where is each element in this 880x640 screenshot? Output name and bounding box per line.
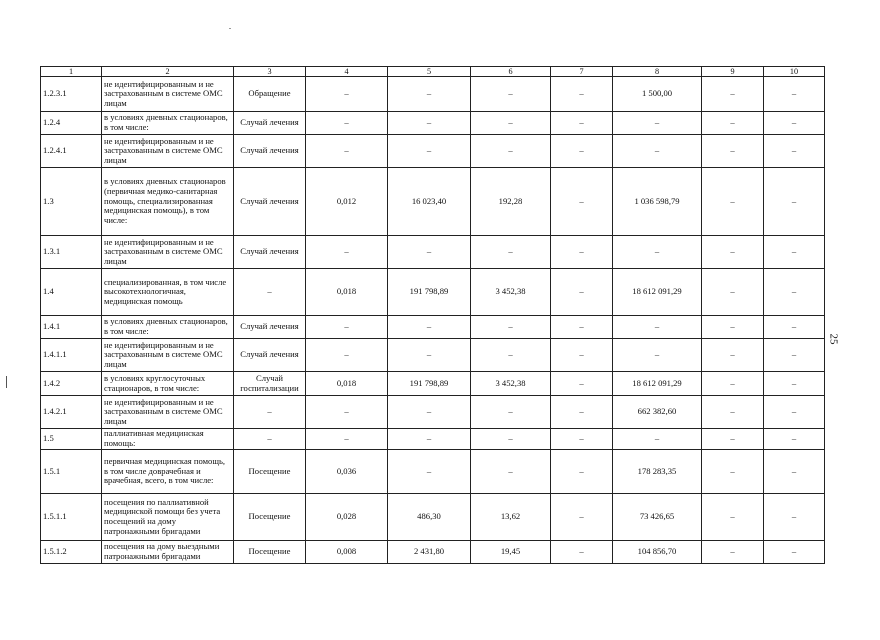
value-cell: 0,036 (306, 450, 388, 494)
value-cell: – (551, 372, 613, 396)
unit-cell: Посещение (234, 494, 306, 541)
value-cell: – (613, 429, 702, 450)
row-description: не идентифицированным и не застрахованным в системе ОМС лицам (102, 396, 234, 429)
unit-cell: Случай лечения (234, 112, 306, 135)
row-description: в условиях дневных стационаров (первичная медико-санитарная помощь, специализированная медицинская помощь), в том числе: (102, 168, 234, 236)
row-code: 1.4.1 (41, 316, 102, 339)
value-cell: – (702, 269, 764, 316)
value-cell: – (702, 77, 764, 112)
value-cell: 0,028 (306, 494, 388, 541)
column-header: 3 (234, 67, 306, 77)
value-cell: 73 426,65 (613, 494, 702, 541)
value-cell: – (764, 112, 825, 135)
value-cell: 191 798,89 (388, 269, 471, 316)
column-header: 4 (306, 67, 388, 77)
row-description: не идентифицированным и не застрахованным в системе ОМС лицам (102, 77, 234, 112)
value-cell: – (471, 236, 551, 269)
value-cell: – (702, 429, 764, 450)
value-cell: – (764, 168, 825, 236)
value-cell: – (702, 112, 764, 135)
column-header: 5 (388, 67, 471, 77)
table-row (41, 77, 825, 112)
table-row (41, 135, 825, 168)
unit-cell: – (234, 396, 306, 429)
row-description: в условиях круглосуточных стационаров, в том числе: (102, 372, 234, 396)
value-cell: – (764, 135, 825, 168)
value-cell: – (613, 112, 702, 135)
value-cell: – (471, 339, 551, 372)
value-cell: 0,018 (306, 372, 388, 396)
row-description: паллиативная медицинская помощь: (102, 429, 234, 450)
value-cell: 662 382,60 (613, 396, 702, 429)
value-cell: – (551, 236, 613, 269)
value-cell: 104 856,70 (613, 541, 702, 564)
row-description: не идентифицированным и не застрахованным в системе ОМС лицам (102, 236, 234, 269)
row-description: посещения по паллиативной медицинской помощи без учета посещений на дому патронажными бригадами (102, 494, 234, 541)
value-cell: – (764, 541, 825, 564)
unit-cell: Случай лечения (234, 316, 306, 339)
value-cell: – (551, 429, 613, 450)
value-cell: – (764, 396, 825, 429)
column-header: 9 (702, 67, 764, 77)
unit-cell: Случай госпитализации (234, 372, 306, 396)
value-cell: – (702, 494, 764, 541)
value-cell: – (388, 450, 471, 494)
column-header: 6 (471, 67, 551, 77)
row-code: 1.3 (41, 168, 102, 236)
value-cell: – (702, 236, 764, 269)
scan-artifact (229, 28, 231, 29)
table-row (41, 236, 825, 269)
value-cell: – (471, 112, 551, 135)
unit-cell: Случай лечения (234, 135, 306, 168)
unit-cell: Обращение (234, 77, 306, 112)
table-row (41, 541, 825, 564)
page-number: 25 (827, 333, 840, 345)
table-row (41, 450, 825, 494)
value-cell: – (388, 429, 471, 450)
table-header-row (41, 67, 825, 77)
value-cell: – (702, 339, 764, 372)
value-cell: – (702, 372, 764, 396)
value-cell: – (702, 316, 764, 339)
row-code: 1.4 (41, 269, 102, 316)
table-row (41, 168, 825, 236)
value-cell: – (388, 339, 471, 372)
row-code: 1.5.1.1 (41, 494, 102, 541)
table-row (41, 112, 825, 135)
unit-cell: Случай лечения (234, 236, 306, 269)
value-cell: – (764, 494, 825, 541)
value-cell: 1 036 598,79 (613, 168, 702, 236)
value-cell: – (471, 450, 551, 494)
value-cell: 0,018 (306, 269, 388, 316)
value-cell: – (764, 450, 825, 494)
unit-cell: – (234, 429, 306, 450)
value-cell: – (306, 316, 388, 339)
value-cell: – (551, 112, 613, 135)
value-cell: 19,45 (471, 541, 551, 564)
row-code: 1.5.1.2 (41, 541, 102, 564)
unit-cell: Посещение (234, 541, 306, 564)
value-cell: – (471, 77, 551, 112)
value-cell: – (551, 168, 613, 236)
row-code: 1.5 (41, 429, 102, 450)
value-cell: – (613, 135, 702, 168)
value-cell: 178 283,35 (613, 450, 702, 494)
row-description: в условиях дневных стационаров, в том числе: (102, 316, 234, 339)
column-header: 7 (551, 67, 613, 77)
value-cell: – (764, 429, 825, 450)
value-cell: 3 452,38 (471, 372, 551, 396)
unit-cell: Случай лечения (234, 339, 306, 372)
table-row (41, 269, 825, 316)
value-cell: – (388, 112, 471, 135)
value-cell: – (551, 135, 613, 168)
value-cell: 191 798,89 (388, 372, 471, 396)
table-row (41, 396, 825, 429)
row-description: не идентифицированным и не застрахованным в системе ОМС лицам (102, 339, 234, 372)
unit-cell: – (234, 269, 306, 316)
value-cell: – (551, 269, 613, 316)
value-cell: 0,008 (306, 541, 388, 564)
value-cell: – (764, 77, 825, 112)
row-description: в условиях дневных стационаров, в том числе: (102, 112, 234, 135)
value-cell: 16 023,40 (388, 168, 471, 236)
value-cell: 1 500,00 (613, 77, 702, 112)
value-cell: – (551, 77, 613, 112)
value-cell: – (702, 541, 764, 564)
value-cell: – (702, 168, 764, 236)
value-cell: – (551, 450, 613, 494)
value-cell: 2 431,80 (388, 541, 471, 564)
row-description: первичная медицинская помощь, в том числе доврачебная и врачебная, всего, в том числе: (102, 450, 234, 494)
value-cell: 13,62 (471, 494, 551, 541)
table-row (41, 339, 825, 372)
value-cell: – (551, 541, 613, 564)
value-cell: – (551, 396, 613, 429)
value-cell: 486,30 (388, 494, 471, 541)
value-cell: – (551, 494, 613, 541)
value-cell: – (471, 316, 551, 339)
value-cell: – (551, 339, 613, 372)
value-cell: – (471, 135, 551, 168)
value-cell: – (306, 339, 388, 372)
data-table (40, 66, 825, 564)
table-row (41, 316, 825, 339)
value-cell: 192,28 (471, 168, 551, 236)
value-cell: – (702, 450, 764, 494)
value-cell: – (388, 135, 471, 168)
value-cell: – (764, 316, 825, 339)
value-cell: – (306, 135, 388, 168)
value-cell: – (764, 269, 825, 316)
value-cell: – (764, 236, 825, 269)
value-cell: – (764, 372, 825, 396)
unit-cell: Случай лечения (234, 168, 306, 236)
value-cell: – (306, 396, 388, 429)
column-header: 10 (764, 67, 825, 77)
row-code: 1.4.2.1 (41, 396, 102, 429)
value-cell: 3 452,38 (471, 269, 551, 316)
row-description: специализированная, в том числе высокотехнологичная, медицинская помощь (102, 269, 234, 316)
value-cell: 18 612 091,29 (613, 269, 702, 316)
value-cell: 0,012 (306, 168, 388, 236)
value-cell: – (702, 135, 764, 168)
value-cell: – (388, 236, 471, 269)
row-code: 1.4.1.1 (41, 339, 102, 372)
row-code: 1.2.4 (41, 112, 102, 135)
value-cell: – (306, 236, 388, 269)
column-header: 8 (613, 67, 702, 77)
table-row (41, 494, 825, 541)
column-header: 1 (41, 67, 102, 77)
row-code: 1.2.4.1 (41, 135, 102, 168)
value-cell: – (306, 429, 388, 450)
value-cell: – (306, 112, 388, 135)
value-cell: – (388, 396, 471, 429)
table-row (41, 429, 825, 450)
scan-artifact (6, 376, 7, 388)
value-cell: – (388, 316, 471, 339)
unit-cell: Посещение (234, 450, 306, 494)
value-cell: – (471, 429, 551, 450)
row-code: 1.3.1 (41, 236, 102, 269)
value-cell: – (613, 236, 702, 269)
row-code: 1.5.1 (41, 450, 102, 494)
value-cell: – (764, 339, 825, 372)
row-description: не идентифицированным и не застрахованным в системе ОМС лицам (102, 135, 234, 168)
table-row (41, 372, 825, 396)
value-cell: – (613, 316, 702, 339)
row-code: 1.2.3.1 (41, 77, 102, 112)
value-cell: 18 612 091,29 (613, 372, 702, 396)
row-description: посещения на дому выездными патронажными бригадами (102, 541, 234, 564)
column-header: 2 (102, 67, 234, 77)
value-cell: – (702, 396, 764, 429)
value-cell: – (471, 396, 551, 429)
value-cell: – (613, 339, 702, 372)
value-cell: – (388, 77, 471, 112)
value-cell: – (551, 316, 613, 339)
value-cell: – (306, 77, 388, 112)
row-code: 1.4.2 (41, 372, 102, 396)
